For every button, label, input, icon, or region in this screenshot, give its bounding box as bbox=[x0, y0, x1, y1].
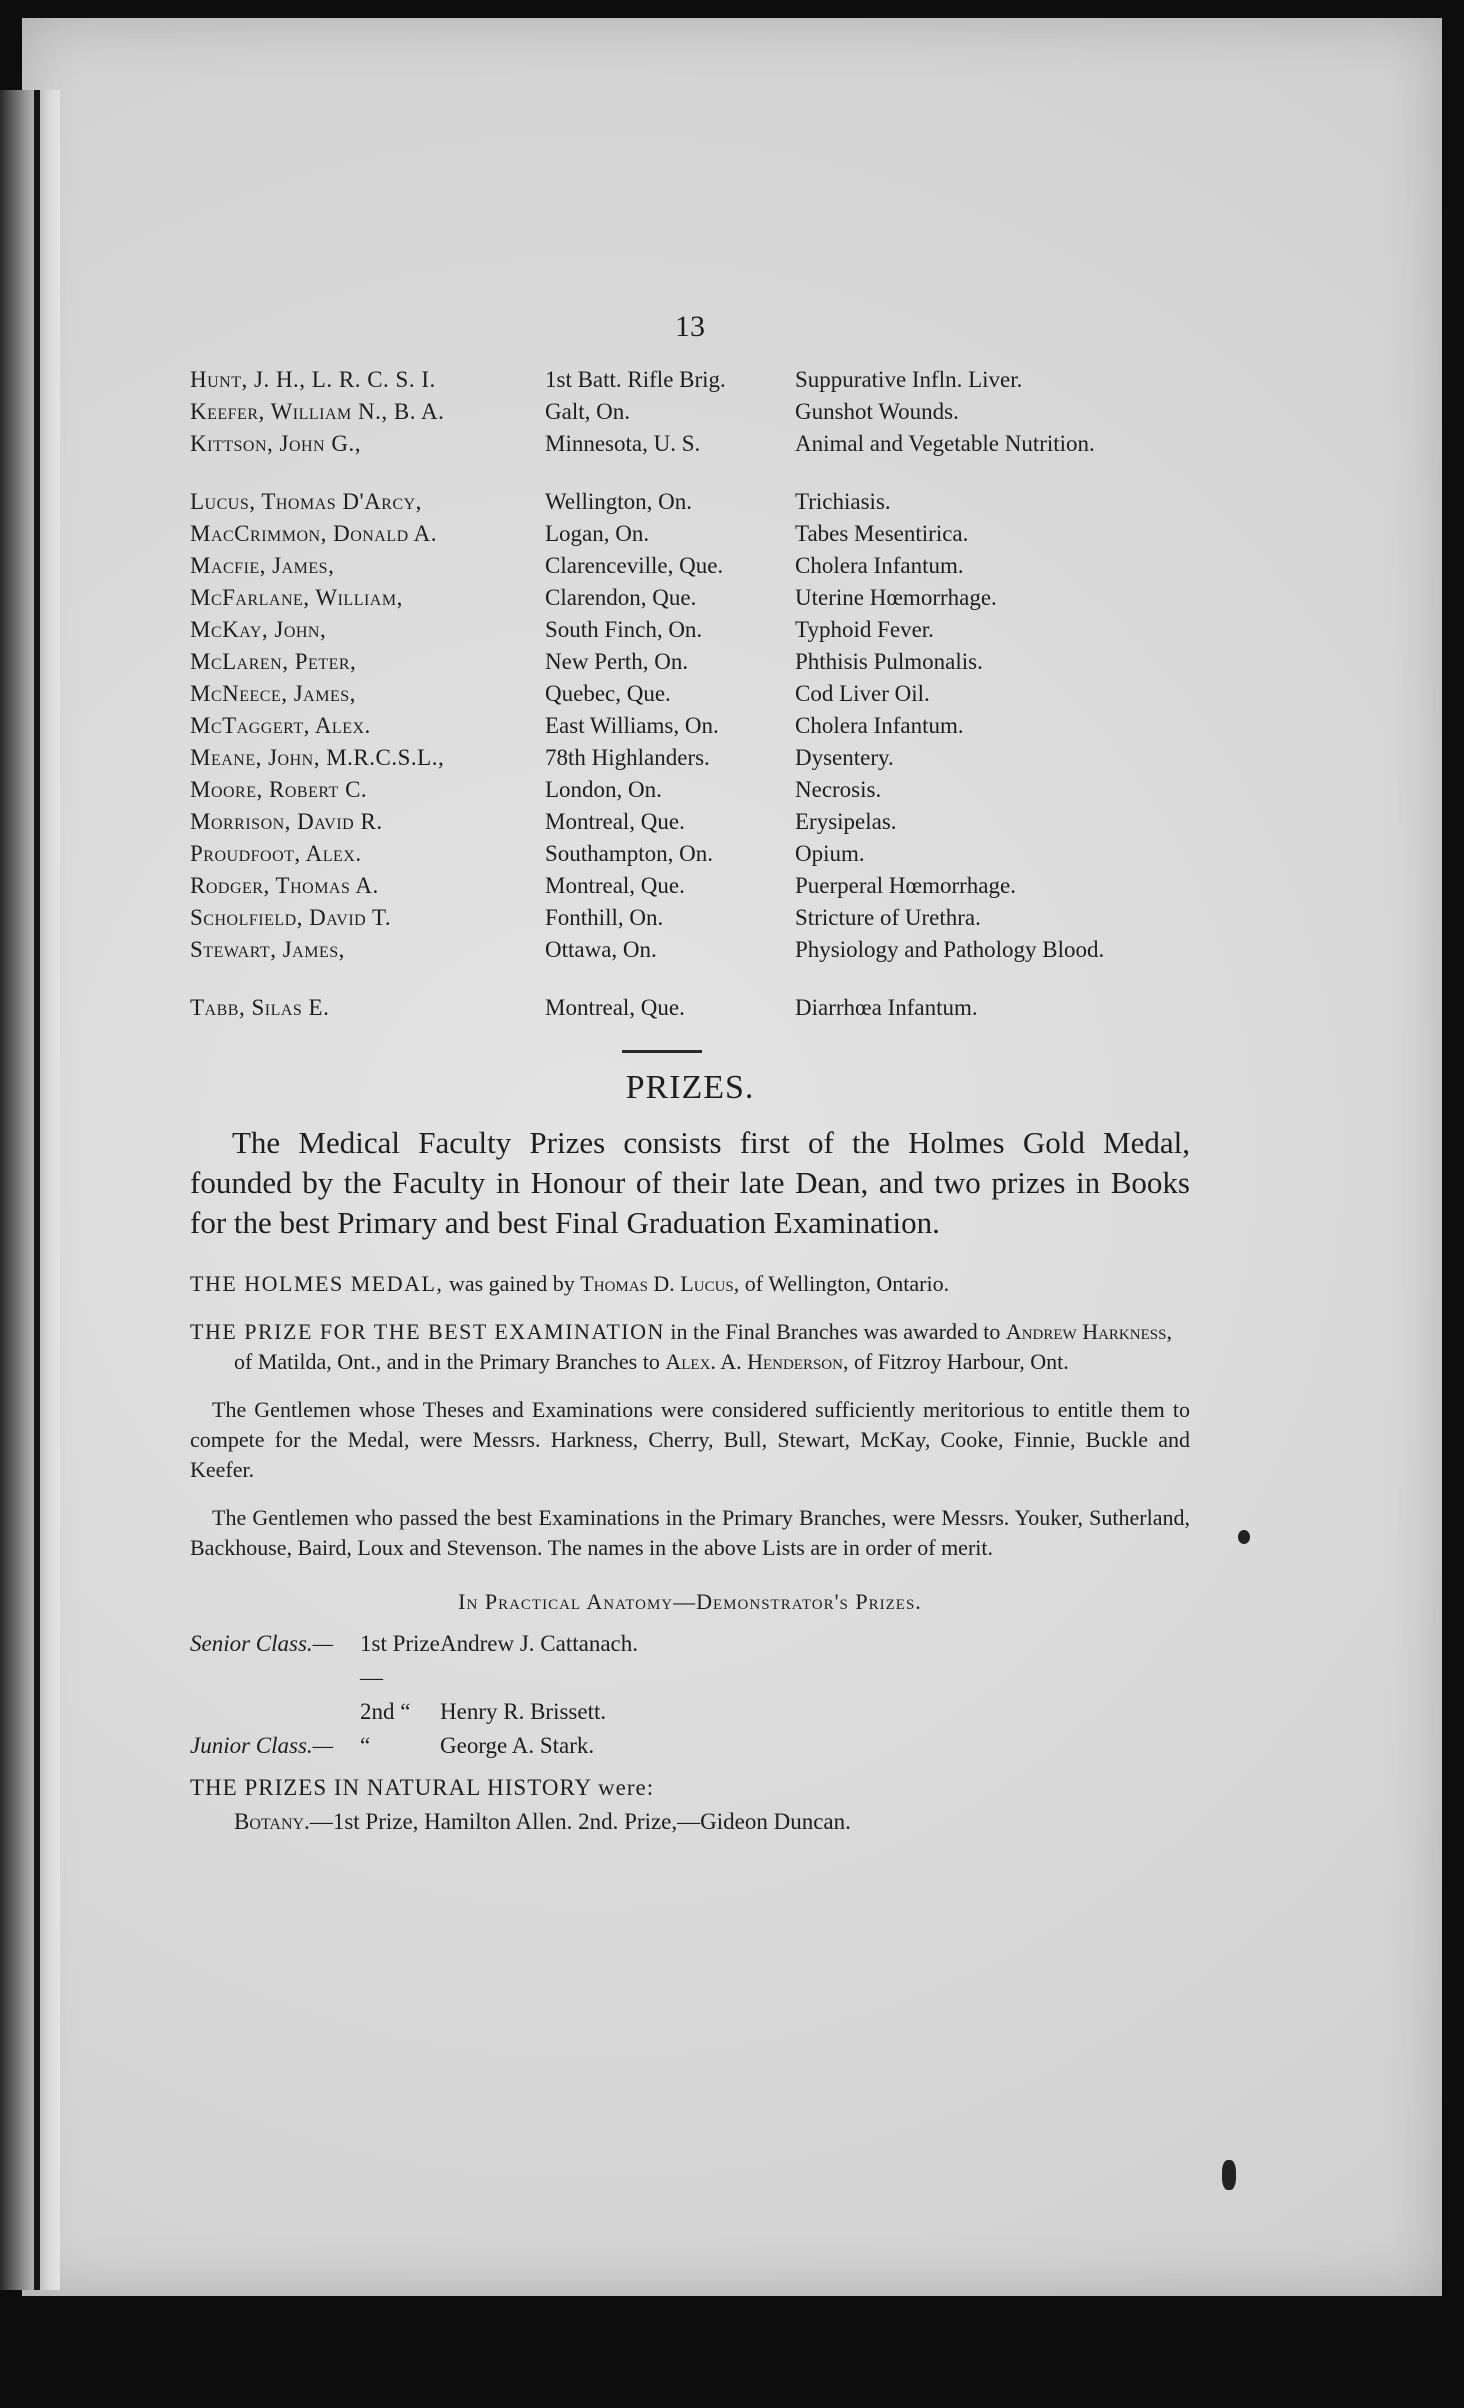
anatomy-prize-row bbox=[190, 1729, 1190, 1763]
roster-place: 78th Highlanders. bbox=[545, 745, 710, 770]
anatomy-prize-label: Junior Class.— bbox=[190, 1733, 334, 1758]
roster-thesis: Trichiasis. bbox=[795, 489, 891, 514]
roster-name: Proudfoot, Alex. bbox=[190, 841, 362, 866]
roster-place: Montreal, Que. bbox=[545, 873, 685, 898]
roster-thesis: Opium. bbox=[795, 841, 865, 866]
natural-history-heading: THE PRIZES IN NATURAL HISTORY were: bbox=[190, 1775, 655, 1800]
roster-row bbox=[190, 428, 1170, 460]
roster-thesis: Cod Liver Oil. bbox=[795, 681, 930, 706]
roster-row bbox=[190, 486, 1170, 518]
roster-place: Clarenceville, Que. bbox=[545, 553, 724, 578]
roster-thesis: Cholera Infantum. bbox=[795, 713, 964, 738]
anatomy-prize-row bbox=[190, 1695, 1190, 1729]
roster-thesis: Diarrhœa Infantum. bbox=[795, 995, 978, 1020]
anatomy-prize-ord: 1st Prize— bbox=[360, 1631, 440, 1690]
anatomy-prize-label bbox=[190, 1695, 360, 1729]
roster-row bbox=[190, 396, 1170, 428]
roster-row bbox=[190, 364, 1170, 396]
roster-place: New Perth, On. bbox=[545, 649, 689, 674]
roster-thesis: Stricture of Urethra. bbox=[795, 905, 981, 930]
ink-blot bbox=[1222, 2160, 1236, 2190]
roster-row bbox=[190, 518, 1170, 550]
roster-name: Morrison, David R. bbox=[190, 809, 383, 834]
holmes-medal-origin: , of Wellington, Ontario. bbox=[733, 1271, 950, 1296]
botany-winners: —1st Prize, Hamilton Allen. 2nd. Prize,—Gideon Duncan. bbox=[309, 1809, 851, 1834]
best-exam-text-2: , of Matilda, Ont., and in the Primary Branches to bbox=[234, 1319, 1172, 1374]
roster-place: Montreal, Que. bbox=[545, 995, 685, 1020]
roster-row bbox=[190, 550, 1170, 582]
roster-row bbox=[190, 678, 1170, 710]
anatomy-prizes-heading: In Practical Anatomy—Demonstrator's Prizes. bbox=[458, 1589, 922, 1614]
roster-name: Meane, John, M.R.C.S.L., bbox=[190, 745, 445, 770]
section-divider bbox=[622, 1050, 702, 1053]
page-spine bbox=[0, 90, 60, 2290]
anatomy-prize-row bbox=[190, 1627, 1190, 1695]
holmes-medal-heading: THE HOLMES MEDAL, bbox=[190, 1271, 444, 1296]
binding-edge bbox=[34, 90, 40, 2290]
anatomy-prize-name: George A. Stark. bbox=[440, 1733, 595, 1758]
roster-row bbox=[190, 934, 1170, 966]
holmes-medal-text: was gained by bbox=[443, 1271, 581, 1296]
roster-name: McFarlane, William, bbox=[190, 585, 403, 610]
best-exam-text-3: , of Fitzroy Harbour, Ont. bbox=[842, 1349, 1069, 1374]
roster-row bbox=[190, 710, 1170, 742]
roster-row bbox=[190, 742, 1170, 774]
roster-thesis: Necrosis. bbox=[795, 777, 882, 802]
roster-thesis: Suppurative Infln. Liver. bbox=[795, 367, 1023, 392]
roster-place: Minnesota, U. S. bbox=[545, 431, 701, 456]
roster-thesis: Phthisis Pulmonalis. bbox=[795, 649, 983, 674]
roster-place: Fonthill, On. bbox=[545, 905, 664, 930]
roster-name: McTaggert, Alex. bbox=[190, 713, 371, 738]
roster-place: London, On. bbox=[545, 777, 662, 802]
roster-name: Rodger, Thomas A. bbox=[190, 873, 379, 898]
roster-place: Montreal, Que. bbox=[545, 809, 685, 834]
roster-row bbox=[190, 838, 1170, 870]
anatomy-prizes-list bbox=[190, 1627, 1190, 1763]
roster-place: Galt, On. bbox=[545, 399, 630, 424]
roster-thesis: Physiology and Pathology Blood. bbox=[795, 937, 1105, 962]
roster-row bbox=[190, 774, 1170, 806]
roster-row bbox=[190, 992, 1170, 1024]
roster-thesis: Animal and Vegetable Nutrition. bbox=[795, 431, 1095, 456]
roster-place: East Williams, On. bbox=[545, 713, 719, 738]
roster-thesis: Typhoid Fever. bbox=[795, 617, 934, 642]
roster-row bbox=[190, 902, 1170, 934]
anatomy-prize-label: Senior Class.— bbox=[190, 1631, 334, 1656]
holmes-medal-paragraph bbox=[190, 1269, 1190, 1299]
anatomy-prize-name: Henry R. Brissett. bbox=[440, 1699, 607, 1724]
roster-name: Moore, Robert C. bbox=[190, 777, 368, 802]
best-exam-winner-final: Andrew Harkness bbox=[1005, 1319, 1167, 1344]
anatomy-prize-ord: 2nd “ bbox=[360, 1699, 411, 1724]
graduate-roster bbox=[190, 364, 1170, 1024]
roster-name: Stewart, James, bbox=[190, 937, 345, 962]
best-exam-text-1: in the Final Branches was awarded to bbox=[664, 1319, 1006, 1344]
roster-place: 1st Batt. Rifle Brig. bbox=[545, 367, 726, 392]
roster-thesis: Tabes Mesentirica. bbox=[795, 521, 969, 546]
roster-place: Quebec, Que. bbox=[545, 681, 671, 706]
botany-line bbox=[190, 1805, 1190, 1839]
roster-row bbox=[190, 614, 1170, 646]
roster-thesis: Puerperal Hœmorrhage. bbox=[795, 873, 1016, 898]
roster-name: Lucus, Thomas D'Arcy, bbox=[190, 489, 422, 514]
roster-thesis: Erysipelas. bbox=[795, 809, 897, 834]
primary-branches-paragraph: The Gentlemen who passed the best Examinations in the Primary Branches, were Messrs. Youker, Sutherland, Backhouse, Baird, Loux and Stevenson. The names in the above Lists are in order of merit. bbox=[190, 1505, 1190, 1560]
roster-row bbox=[190, 582, 1170, 614]
roster-row bbox=[190, 806, 1170, 838]
botany-label: Botany. bbox=[234, 1809, 310, 1834]
anatomy-prize-ord: “ bbox=[360, 1733, 371, 1758]
theses-paragraph: The Gentlemen whose Theses and Examinations were considered sufficiently meritorious to entitle them to compete for the Medal, were Messrs. Harkness, Cherry, Bull, Stewart, McKay, Cooke, Finnie, Buckle and Keefer. bbox=[190, 1397, 1190, 1482]
ink-blot bbox=[1238, 1530, 1250, 1544]
roster-thesis: Dysentery. bbox=[795, 745, 894, 770]
roster-place: South Finch, On. bbox=[545, 617, 703, 642]
roster-name: McNeece, James, bbox=[190, 681, 356, 706]
roster-thesis: Cholera Infantum. bbox=[795, 553, 964, 578]
best-exam-winner-primary: Alex. A. Henderson bbox=[665, 1349, 843, 1374]
roster-place: Southampton, On. bbox=[545, 841, 714, 866]
holmes-medal-winner: Thomas D. Lucus bbox=[580, 1271, 734, 1296]
roster-name: Scholfield, David T. bbox=[190, 905, 392, 930]
roster-row bbox=[190, 646, 1170, 678]
roster-name: Tabb, Silas E. bbox=[190, 995, 330, 1020]
roster-place: Logan, On. bbox=[545, 521, 650, 546]
prizes-heading: PRIZES. bbox=[625, 1069, 755, 1106]
roster-name: McKay, John, bbox=[190, 617, 327, 642]
roster-row bbox=[190, 870, 1170, 902]
roster-name: McLaren, Peter, bbox=[190, 649, 357, 674]
best-exam-heading: THE PRIZE FOR THE BEST EXAMINATION bbox=[190, 1319, 665, 1344]
page-number: 13 bbox=[675, 310, 705, 343]
roster-name: Macfie, James, bbox=[190, 553, 335, 578]
roster-name: MacCrimmon, Donald A. bbox=[190, 521, 438, 546]
roster-thesis: Uterine Hœmorrhage. bbox=[795, 585, 997, 610]
best-exam-paragraph bbox=[190, 1317, 1190, 1377]
roster-thesis: Gunshot Wounds. bbox=[795, 399, 959, 424]
roster-name: Hunt, J. H., L. R. C. S. I. bbox=[190, 367, 436, 392]
page-content bbox=[190, 310, 1190, 1839]
roster-name: Kittson, John G., bbox=[190, 431, 361, 456]
roster-place: Ottawa, On. bbox=[545, 937, 657, 962]
roster-name: Keefer, William N., B. A. bbox=[190, 399, 445, 424]
roster-place: Clarendon, Que. bbox=[545, 585, 697, 610]
prizes-intro: The Medical Faculty Prizes consists first of the Holmes Gold Medal, founded by the Faculty in Honour of their late Dean, and two prizes in Books for the best Primary and best Final Graduation Examination. bbox=[190, 1125, 1190, 1240]
anatomy-prize-name: Andrew J. Cattanach. bbox=[440, 1631, 638, 1656]
roster-place: Wellington, On. bbox=[545, 489, 692, 514]
